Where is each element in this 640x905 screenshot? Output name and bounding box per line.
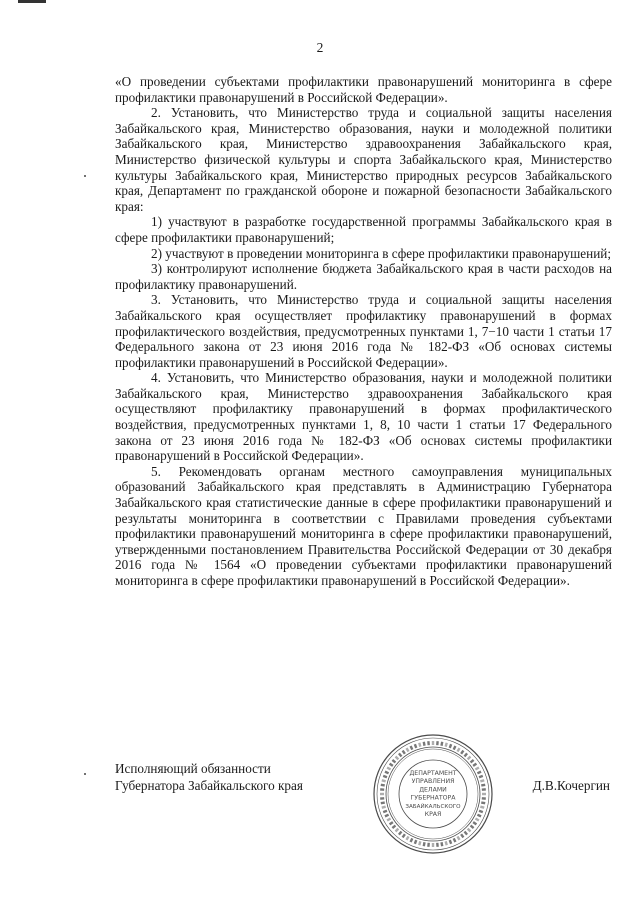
seal-ring-glyph bbox=[477, 771, 482, 775]
paragraph: «О проведении субъектами профилактики правонарушений мониторинга в сфере профилактики правонарушений в Российской Федерации». bbox=[115, 74, 612, 105]
seal-ring-glyph bbox=[384, 814, 389, 818]
seal-ring-glyph bbox=[410, 745, 414, 750]
seal-inner-text: КРАЯ bbox=[424, 811, 442, 818]
seal-ring-glyph bbox=[432, 741, 434, 745]
seal-ring-glyph bbox=[449, 744, 453, 749]
seal-ring-glyph bbox=[472, 763, 477, 767]
seal-ring-glyph bbox=[380, 797, 384, 800]
seal-ring-glyph bbox=[427, 843, 430, 847]
seal-ring-glyph bbox=[449, 840, 453, 845]
seal-ring-glyph bbox=[387, 817, 392, 821]
seal-ring-glyph bbox=[480, 779, 484, 782]
paragraph: 2. Установить, что Министерство труда и социальной защиты населения Забайкальского края, Министерство образования, науки и молодежной политики Забайкальского края, Министерство здравоохранения Забайкальского края, Министерство физической культуры и спорта Забайкальского края, Министерство культуры Забайкальского края, Министерство природных ресурсов Забайкальского края, Департамент по гражданской обороне и пожарной безопасности Забайкальского края: bbox=[115, 105, 612, 214]
seal-ring-glyph bbox=[475, 766, 480, 770]
seal-ring-glyph bbox=[387, 766, 392, 770]
seal-inner-text: ДЕЛАМИ bbox=[419, 786, 447, 794]
seal-ring-glyph bbox=[440, 742, 443, 746]
scan-dot bbox=[84, 773, 86, 775]
signer-name: Д.В.Кочергин bbox=[532, 778, 610, 793]
seal-ring-glyph bbox=[410, 838, 414, 843]
seal-ring-glyph bbox=[398, 831, 402, 836]
seal-ring-glyph bbox=[477, 814, 482, 818]
seal-ring-glyph bbox=[436, 741, 439, 745]
seal-ring-glyph bbox=[472, 821, 477, 825]
seal-ring-glyph bbox=[432, 843, 434, 847]
seal-ring-glyph bbox=[482, 793, 486, 795]
seal-inner-text: ГУБЕРНАТОРА bbox=[410, 794, 456, 802]
seal-ring-glyph bbox=[402, 750, 406, 755]
paragraph: 3) контролируют исполнение бюджета Забайкальского края в части расходов на профилактику правонарушений. bbox=[115, 261, 612, 292]
document-body bbox=[115, 74, 612, 589]
seal-ring-glyph bbox=[395, 756, 400, 761]
seal-ring-glyph bbox=[482, 797, 486, 800]
seal-ring-glyph bbox=[398, 753, 402, 758]
seal-ring-glyph bbox=[381, 784, 385, 787]
seal-ring-glyph bbox=[381, 801, 385, 804]
seal-ring-glyph bbox=[445, 841, 448, 845]
seal-ring-glyph bbox=[480, 806, 484, 809]
seal-ring-glyph bbox=[423, 742, 426, 746]
seal-ring-glyph bbox=[475, 817, 480, 821]
seal-inner-text: ЗАБАЙКАЛЬСКОГО bbox=[405, 803, 461, 810]
seal-ring-glyph bbox=[381, 806, 385, 809]
seal-ring-glyph bbox=[482, 788, 486, 791]
seal-ring-glyph bbox=[414, 744, 418, 749]
seal-ring-glyph bbox=[423, 842, 426, 846]
seal-ring-glyph bbox=[456, 836, 460, 841]
seal-ring-glyph bbox=[414, 840, 418, 845]
page-number: 2 bbox=[316, 40, 324, 55]
seal-ring-glyph bbox=[479, 810, 484, 814]
seal-ring-glyph bbox=[395, 828, 400, 833]
seal-ring-glyph bbox=[453, 745, 457, 750]
signer-position-line1: Исполняющий обязанности bbox=[115, 761, 271, 776]
seal-ring-glyph bbox=[389, 821, 394, 825]
paragraph: 1) участвуют в разработке государственной программы Забайкальского края в сфере профилактики правонарушений; bbox=[115, 214, 612, 245]
seal-ring-glyph bbox=[380, 788, 384, 791]
seal-ring-glyph bbox=[479, 775, 484, 779]
seal-ring-glyph bbox=[402, 833, 406, 838]
seal-ring-glyph bbox=[481, 801, 485, 804]
seal-ring-glyph bbox=[418, 742, 421, 746]
seal-ring-glyph bbox=[456, 748, 460, 753]
seal-ring-glyph bbox=[405, 836, 409, 841]
seal-ring-glyph bbox=[440, 842, 443, 846]
seal-ring-glyph bbox=[470, 759, 475, 763]
seal-ring-glyph bbox=[436, 843, 439, 847]
seal-ring-glyph bbox=[418, 841, 421, 845]
seal-ring-glyph bbox=[392, 759, 397, 763]
seal-inner-text: ДЕПАРТАМЕНТ bbox=[409, 770, 457, 777]
seal-ring-glyph bbox=[389, 763, 394, 767]
seal-ring-glyph bbox=[464, 753, 468, 758]
paragraph: 2) участвуют в проведении мониторинга в сфере профилактики правонарушений; bbox=[151, 245, 611, 261]
signer-position-line2: Губернатора Забайкальского края bbox=[115, 778, 303, 793]
official-seal-icon bbox=[372, 733, 494, 855]
paragraph: 4. Установить, что Министерство образования, науки и молодежной политики Забайкальского края, Министерство здравоохранения Забайкальского края осуществляют профилактику правонарушений в формах профилактического воздействия, предусмотренных пунктами 1, 8, 10 части 1 статьи 17 Федерального закона от 23 июня 2016 года № 182-ФЗ «Об основах системы профилактики правонарушений в Российской Федерации». bbox=[115, 370, 612, 464]
seal-ring-glyph bbox=[481, 784, 485, 787]
seal-ring-glyph bbox=[384, 771, 389, 775]
seal-ring-glyph bbox=[380, 793, 384, 795]
seal-ring-glyph bbox=[453, 838, 457, 843]
seal-ring-glyph bbox=[460, 750, 464, 755]
seal-ring-glyph bbox=[392, 825, 397, 829]
seal-ring-glyph bbox=[464, 831, 468, 836]
seal-ring-glyph bbox=[467, 756, 472, 761]
seal-ring-glyph bbox=[383, 810, 388, 814]
seal-ring-glyph bbox=[381, 779, 385, 782]
seal-ring-glyph bbox=[470, 825, 475, 829]
scan-artifact-mark bbox=[18, 0, 46, 3]
seal-ring-glyph bbox=[427, 741, 430, 745]
paragraph: 5. Рекомендовать органам местного самоуправления муниципальных образований Забайкальского края представлять в Администрацию Губернатора Забайкальского края статистические данные в сфере профилактики правонарушений и результаты мониторинга в соответствии с Правилами проведения субъектами профилактики правонарушений мониторинга в сфере профилактики правонарушений, утвержденными постановлением Правительства Российской Федерации от 30 декабря 2016 года № 1564 «О проведении субъектами профилактики правонарушений мониторинга в сфере профилактики правонарушений в Российской Федерации». bbox=[115, 463, 612, 588]
seal-ring-glyph bbox=[467, 828, 472, 833]
scan-dot bbox=[84, 175, 86, 177]
seal-inner-text: УПРАВЛЕНИЯ bbox=[411, 778, 455, 786]
paragraph: 3. Установить, что Министерство труда и социальной защиты населения Забайкальского края осуществляет профилактику правонарушений в формах профилактического воздействия, предусмотренных пунктами 1, 7−10 части 1 статьи 17 Федерального закона от 23 июня 2016 года № 182-ФЗ «Об основах системы профилактики правонарушений в Российской Федерации». bbox=[115, 292, 612, 370]
seal-ring-glyph bbox=[460, 833, 464, 838]
seal-ring-glyph bbox=[405, 748, 409, 753]
seal-ring-glyph bbox=[445, 742, 448, 746]
seal-ring-glyph bbox=[383, 775, 388, 779]
